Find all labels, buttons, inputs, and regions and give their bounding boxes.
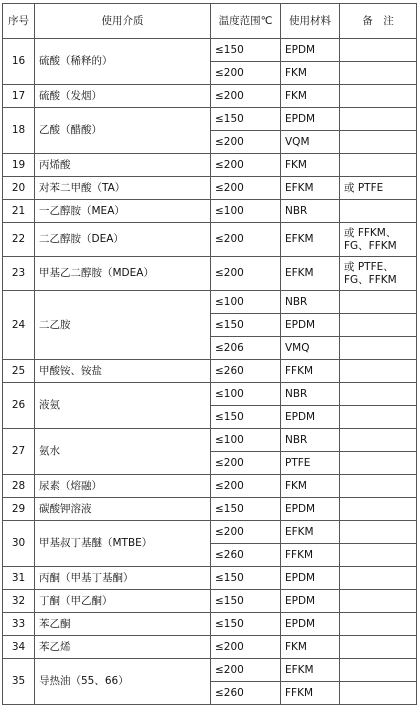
material-cell: EPDM — [281, 590, 340, 613]
table-row — [3, 613, 417, 636]
seq-cell: 35 — [3, 659, 35, 705]
material-cell: EFKM — [281, 659, 340, 682]
temp-cell: ≤260 — [211, 360, 281, 383]
seq-cell: 25 — [3, 360, 35, 383]
header-row — [3, 4, 417, 39]
seq-cell: 31 — [3, 567, 35, 590]
table-row — [3, 590, 417, 613]
table-row — [3, 154, 417, 177]
table-row — [3, 85, 417, 108]
material-cell: NBR — [281, 383, 340, 406]
temp-cell: ≤260 — [211, 544, 281, 567]
table-row — [3, 521, 417, 544]
medium-cell: 硫酸（发烟） — [35, 85, 211, 108]
seq-cell: 33 — [3, 613, 35, 636]
table-row — [3, 659, 417, 682]
table-row — [3, 177, 417, 200]
medium-cell: 硫酸（稀释的） — [35, 39, 211, 85]
note-cell: 或 PTFE、FG、FFKM — [340, 257, 417, 291]
table-row — [3, 383, 417, 406]
note-cell — [340, 85, 417, 108]
note-cell — [340, 636, 417, 659]
temp-cell: ≤150 — [211, 39, 281, 62]
note-cell — [340, 521, 417, 544]
material-cell: EFKM — [281, 521, 340, 544]
temp-cell: ≤150 — [211, 498, 281, 521]
seq-cell: 32 — [3, 590, 35, 613]
table-row — [3, 567, 417, 590]
note-cell — [340, 682, 417, 705]
temp-cell: ≤150 — [211, 590, 281, 613]
seq-cell: 34 — [3, 636, 35, 659]
note-cell — [340, 544, 417, 567]
note-cell — [340, 360, 417, 383]
table-row — [3, 223, 417, 257]
seq-cell: 18 — [3, 108, 35, 154]
seq-cell: 24 — [3, 291, 35, 360]
note-cell — [340, 383, 417, 406]
temp-cell: ≤100 — [211, 200, 281, 223]
material-cell: EPDM — [281, 613, 340, 636]
temp-cell: ≤200 — [211, 131, 281, 154]
note-cell — [340, 498, 417, 521]
note-cell — [340, 337, 417, 360]
table-row — [3, 291, 417, 314]
medium-cell: 甲酸铵、铵盐 — [35, 360, 211, 383]
note-cell — [340, 452, 417, 475]
medium-cell: 丙烯酸 — [35, 154, 211, 177]
note-cell — [340, 200, 417, 223]
medium-cell: 苯乙烯 — [35, 636, 211, 659]
table-row — [3, 257, 417, 291]
medium-cell: 一乙醇胺（MEA） — [35, 200, 211, 223]
medium-cell: 碳酸钾溶液 — [35, 498, 211, 521]
material-cell: FFKM — [281, 360, 340, 383]
table-row — [3, 475, 417, 498]
note-cell — [340, 613, 417, 636]
temp-cell: ≤100 — [211, 291, 281, 314]
header-note: 备 注 — [340, 4, 417, 39]
temp-cell: ≤200 — [211, 659, 281, 682]
note-cell — [340, 108, 417, 131]
medium-cell: 乙酸（醋酸） — [35, 108, 211, 154]
note-cell — [340, 39, 417, 62]
temp-cell: ≤150 — [211, 406, 281, 429]
temp-cell: ≤150 — [211, 613, 281, 636]
temp-cell: ≤100 — [211, 383, 281, 406]
material-cell: FFKM — [281, 544, 340, 567]
header-material: 使用材料 — [281, 4, 340, 39]
temp-cell: ≤150 — [211, 567, 281, 590]
material-cell: EPDM — [281, 314, 340, 337]
temp-cell: ≤206 — [211, 337, 281, 360]
seq-cell: 26 — [3, 383, 35, 429]
temp-cell: ≤150 — [211, 314, 281, 337]
material-cell: EFKM — [281, 177, 340, 200]
material-cell: VMQ — [281, 337, 340, 360]
seq-cell: 27 — [3, 429, 35, 475]
medium-cell: 液氨 — [35, 383, 211, 429]
seq-cell: 20 — [3, 177, 35, 200]
note-cell — [340, 291, 417, 314]
note-cell — [340, 314, 417, 337]
temp-cell: ≤200 — [211, 177, 281, 200]
note-cell — [340, 590, 417, 613]
note-cell: 或 FFKM、FG、FFKM — [340, 223, 417, 257]
note-cell — [340, 406, 417, 429]
media-material-table — [2, 3, 417, 705]
table-row — [3, 360, 417, 383]
header-seq: 序号 — [3, 4, 35, 39]
temp-cell: ≤200 — [211, 85, 281, 108]
temp-cell: ≤260 — [211, 682, 281, 705]
medium-cell: 丙酮（甲基丁基酮） — [35, 567, 211, 590]
seq-cell: 29 — [3, 498, 35, 521]
material-cell: VQM — [281, 131, 340, 154]
medium-cell: 对苯二甲酸（TA） — [35, 177, 211, 200]
temp-cell: ≤150 — [211, 108, 281, 131]
note-cell — [340, 429, 417, 452]
table-row — [3, 498, 417, 521]
material-cell: FKM — [281, 62, 340, 85]
temp-cell: ≤200 — [211, 452, 281, 475]
temp-cell: ≤200 — [211, 257, 281, 291]
material-cell: NBR — [281, 200, 340, 223]
table-body — [3, 39, 417, 705]
seq-cell: 21 — [3, 200, 35, 223]
medium-cell: 苯乙酮 — [35, 613, 211, 636]
medium-cell: 丁酮（甲乙酮） — [35, 590, 211, 613]
temp-cell: ≤100 — [211, 429, 281, 452]
note-cell — [340, 659, 417, 682]
seq-cell: 16 — [3, 39, 35, 85]
temp-cell: ≤200 — [211, 154, 281, 177]
table-row — [3, 636, 417, 659]
medium-cell: 甲基乙二醇胺（MDEA） — [35, 257, 211, 291]
seq-cell: 28 — [3, 475, 35, 498]
note-cell — [340, 475, 417, 498]
material-cell: EFKM — [281, 223, 340, 257]
material-cell: NBR — [281, 429, 340, 452]
material-cell: EPDM — [281, 567, 340, 590]
seq-cell: 22 — [3, 223, 35, 257]
material-cell: FFKM — [281, 682, 340, 705]
material-cell: FKM — [281, 85, 340, 108]
table-row — [3, 429, 417, 452]
table-row — [3, 200, 417, 223]
medium-cell: 导热油（55、66） — [35, 659, 211, 705]
material-cell: EFKM — [281, 257, 340, 291]
temp-cell: ≤200 — [211, 521, 281, 544]
medium-cell: 氨水 — [35, 429, 211, 475]
seq-cell: 19 — [3, 154, 35, 177]
header-medium: 使用介质 — [35, 4, 211, 39]
medium-cell: 尿素（熔融） — [35, 475, 211, 498]
material-cell: EPDM — [281, 406, 340, 429]
seq-cell: 17 — [3, 85, 35, 108]
note-cell — [340, 131, 417, 154]
note-cell — [340, 567, 417, 590]
temp-cell: ≤200 — [211, 636, 281, 659]
note-cell — [340, 62, 417, 85]
material-cell: FKM — [281, 475, 340, 498]
seq-cell: 23 — [3, 257, 35, 291]
material-cell: PTFE — [281, 452, 340, 475]
material-cell: FKM — [281, 154, 340, 177]
note-cell: 或 PTFE — [340, 177, 417, 200]
temp-cell: ≤200 — [211, 475, 281, 498]
material-cell: NBR — [281, 291, 340, 314]
temp-cell: ≤200 — [211, 223, 281, 257]
table-row — [3, 39, 417, 62]
header-temp: 温度范围℃ — [211, 4, 281, 39]
material-cell: EPDM — [281, 108, 340, 131]
material-cell: EPDM — [281, 39, 340, 62]
temp-cell: ≤200 — [211, 62, 281, 85]
material-cell: EPDM — [281, 498, 340, 521]
seq-cell: 30 — [3, 521, 35, 567]
material-cell: FKM — [281, 636, 340, 659]
medium-cell: 甲基叔丁基醚（MTBE） — [35, 521, 211, 567]
medium-cell: 二乙醇胺（DEA） — [35, 223, 211, 257]
table-row — [3, 108, 417, 131]
medium-cell: 二乙胺 — [35, 291, 211, 360]
note-cell — [340, 154, 417, 177]
